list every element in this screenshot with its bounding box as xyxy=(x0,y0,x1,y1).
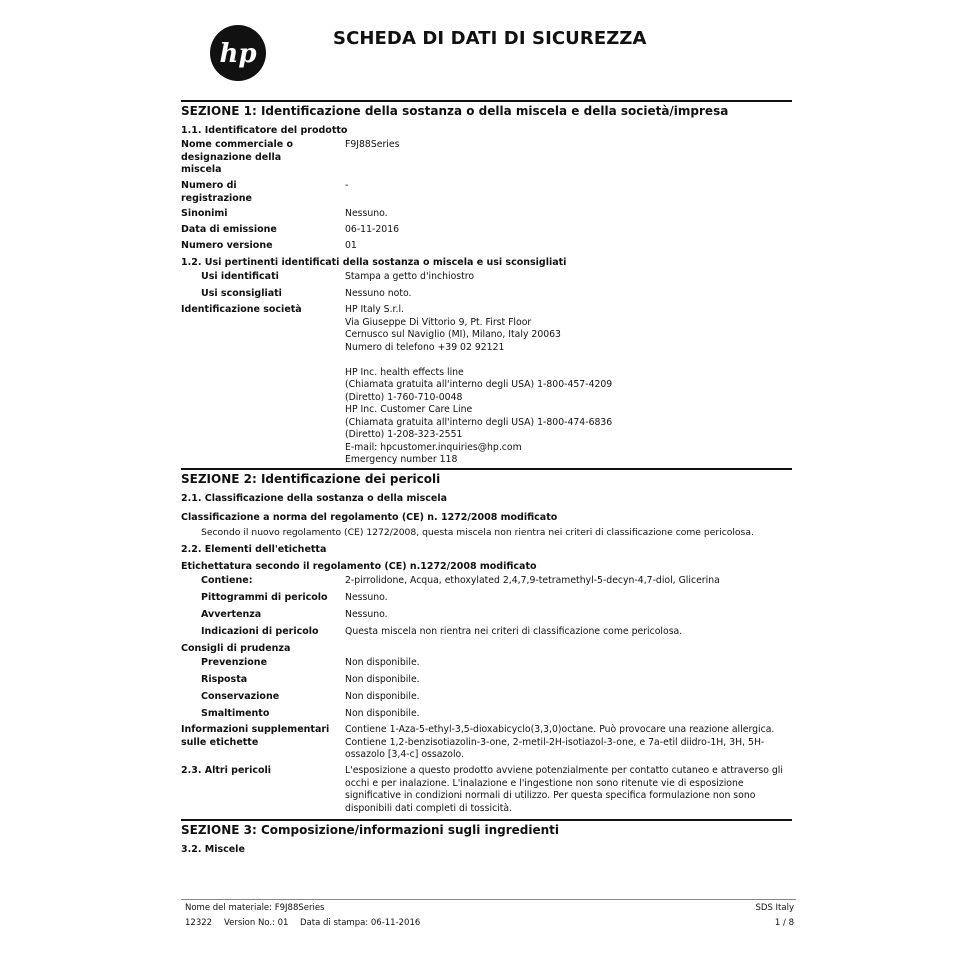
storage-label: Conservazione xyxy=(201,691,280,702)
footer-sds-region: SDS Italy xyxy=(755,903,794,913)
precautionary-heading: Consigli di prudenza xyxy=(181,643,291,654)
pictograms-value: Nessuno. xyxy=(345,592,388,603)
uses-advised-against-value: Nessuno noto. xyxy=(345,288,412,299)
contains-value: 2-pirrolidone, Acqua, ethoxylated 2,4,7,9-tetramethyl-5-decyn-4,7-diol, Glicerina xyxy=(345,575,720,586)
signal-word-value: Nessuno. xyxy=(345,609,388,620)
company-details xyxy=(345,304,612,467)
footer-print-date: Data di stampa: 06-11-2016 xyxy=(300,918,421,928)
subsection-2-2-heading: 2.2. Elementi dell'etichetta xyxy=(181,544,327,555)
footer-page-number: 1 / 8 xyxy=(774,918,794,928)
response-label: Risposta xyxy=(201,674,248,685)
company-line: (Chiamata gratuita all'interno degli USA) 1-800-457-4209 xyxy=(345,379,613,390)
company-line: (Diretto) 1-760-710-0048 xyxy=(345,391,463,403)
synonyms-value: Nessuno. xyxy=(345,208,388,219)
registration-number-label: Numero di registrazione xyxy=(181,180,252,204)
synonyms-label: Sinonimi xyxy=(181,208,228,219)
subsection-2-1-heading: 2.1. Classificazione della sostanza o della miscela xyxy=(181,493,447,504)
footer-version: Version No.: 01 xyxy=(224,918,289,928)
company-identification-label: Identificazione società xyxy=(181,304,302,315)
classification-heading: Classificazione a norma del regolamento (CE) n. 1272/2008 modificato xyxy=(181,512,558,523)
version-number-label: Numero versione xyxy=(181,240,273,251)
section-3-rule xyxy=(181,819,792,821)
hazard-statements-label: Indicazioni di pericolo xyxy=(201,626,319,637)
document-title: SCHEDA DI DATI DI SICUREZZA xyxy=(333,28,647,49)
trade-name-label: Nome commerciale o designazione della miscela xyxy=(181,139,294,175)
section-2-heading: SEZIONE 2: Identificazione dei pericoli xyxy=(181,472,441,486)
signal-word-label: Avvertenza xyxy=(201,609,262,620)
company-line: Via Giuseppe Di Vittorio 9, Pt. First Floor xyxy=(345,316,532,328)
footer-material-name: Nome del materiale: F9J88Series xyxy=(185,903,325,913)
identified-uses-label: Usi identificati xyxy=(201,271,279,282)
company-line: HP Italy S.r.l. xyxy=(345,304,404,315)
footer-rule xyxy=(181,899,796,900)
hazard-statements-value: Questa miscela non rientra nei criteri di classificazione come pericolosa. xyxy=(345,626,683,637)
company-line: HP Inc. health effects line xyxy=(345,366,464,378)
supplemental-info-value: Contiene 1-Aza-5-ethyl-3,5-dioxabicyclo(3,3,0)octane. Può provocare una reazione allergica. Contiene 1,2-benzisotiazolin-3-one, 2-metil-2H-isotiazol-3-one, e 7a-etil diidro-1H, 3H, 5H-ossazolo [3,4-c] ossazolo. xyxy=(345,724,775,760)
company-line: (Chiamata gratuita all'interno degli USA) 1-800-474-6836 xyxy=(345,416,613,428)
classification-note: Secondo il nuovo regolamento (CE) 1272/2008, questa miscela non rientra nei criteri di classificazione come pericolosa. xyxy=(201,527,754,538)
section-1-rule xyxy=(181,100,792,102)
version-number-value: 01 xyxy=(345,240,357,251)
company-line: Cernusco sul Naviglio (MI), Milano, Italy 20063 xyxy=(345,329,561,340)
uses-advised-against-label: Usi sconsigliati xyxy=(201,288,282,299)
identified-uses-value: Stampa a getto d'inchiostro xyxy=(345,271,475,282)
response-value: Non disponibile. xyxy=(345,674,420,685)
issue-date-value: 06-11-2016 xyxy=(345,224,400,235)
trade-name-value: F9J88Series xyxy=(345,139,400,150)
labelling-heading: Etichettatura secondo il regolamento (CE) n.1272/2008 modificato xyxy=(181,561,537,572)
section-1-heading: SEZIONE 1: Identificazione della sostanza o della miscela e della società/impresa xyxy=(181,104,729,118)
section-2-rule xyxy=(181,468,792,470)
prevention-label: Prevenzione xyxy=(201,657,268,668)
registration-number-value: - xyxy=(345,180,349,191)
section-3-heading: SEZIONE 3: Composizione/informazioni sugli ingredienti xyxy=(181,823,560,837)
supplemental-info-label: Informazioni supplementari sulle etichette xyxy=(181,724,330,748)
disposal-label: Smaltimento xyxy=(201,708,270,719)
other-hazards-value: L'esposizione a questo prodotto avviene potenzialmente per contatto cutaneo e attraverso gli occhi e per inalazione. L'inalazione e l'ingestione non sono ritenute vie di esposizione significative in condizioni normali di utilizzo. Per questa specifica formulazione non sono disponibili dati completi di tossicità. xyxy=(345,765,783,814)
company-line: (Diretto) 1-208-323-2551 xyxy=(345,429,463,440)
subsection-3-2-heading: 3.2. Miscele xyxy=(181,844,245,855)
footer-doc-id: 12322 xyxy=(185,918,213,928)
issue-date-label: Data di emissione xyxy=(181,224,277,235)
company-email[interactable]: E-mail: hpcustomer.inquiries@hp.com xyxy=(345,441,522,453)
disposal-value: Non disponibile. xyxy=(345,708,420,719)
company-line: Numero di telefono +39 02 92121 xyxy=(345,341,505,353)
subsection-1-1-heading: 1.1. Identificatore del prodotto xyxy=(181,125,348,136)
company-line: Emergency number 118 xyxy=(345,454,458,465)
company-line xyxy=(345,354,612,367)
hp-logo xyxy=(209,24,267,82)
storage-value: Non disponibile. xyxy=(345,691,420,702)
prevention-value: Non disponibile. xyxy=(345,657,420,668)
hp-logo-text: hp xyxy=(219,39,257,69)
other-hazards-label: 2.3. Altri pericoli xyxy=(181,765,271,776)
pictograms-label: Pittogrammi di pericolo xyxy=(201,592,328,603)
contains-label: Contiene: xyxy=(201,575,253,586)
subsection-1-2-heading: 1.2. Usi pertinenti identificati della sostanza o miscela e usi sconsigliati xyxy=(181,257,567,268)
company-line: HP Inc. Customer Care Line xyxy=(345,404,473,415)
